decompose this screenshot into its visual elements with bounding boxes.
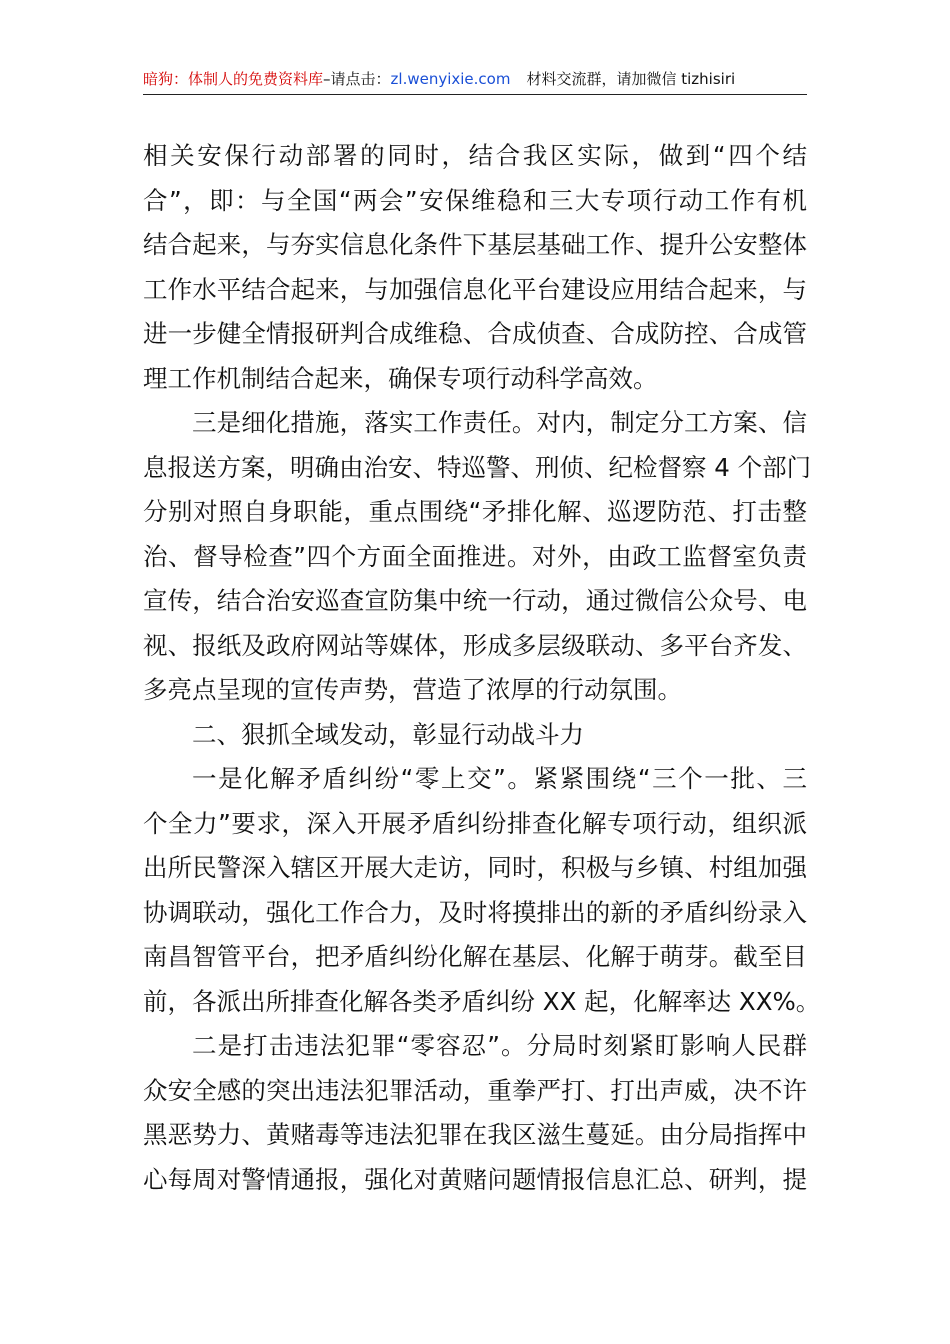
text-line: 息报送方案，明确由治安、特巡警、刑侦、纪检督察 4 个部门 — [143, 452, 812, 482]
text-line: 众安全感的突出违法犯罪活动，重拳严打、打出声威，决不许 — [143, 1075, 807, 1105]
paragraph-start-line: 三是细化措施，落实工作责任。对内，制定分工方案、信 — [192, 408, 807, 437]
header-note: 材料交流群，请加微信 tizhisiri — [526, 70, 736, 88]
text-line: 多亮点呈现的宣传声势，营造了浓厚的行动氛围。 — [143, 675, 682, 704]
text-line: 进一步健全情报研判合成维稳、合成侦查、合成防控、合成管 — [143, 319, 807, 348]
text-line: 相关安保行动部署的同时，结合我区实际，做到“四个结 — [143, 141, 807, 170]
paragraph-start-line: 一是化解矛盾纠纷“零上交”。紧紧围绕“三个一批、三 — [192, 764, 807, 793]
text-line: 宣传，结合治安巡查宣防集中统一行动，通过微信公众号、电 — [143, 586, 807, 615]
text-line: 南昌智管平台，把矛盾纠纷化解在基层、化解于萌芽。截至目 — [143, 942, 807, 971]
document-body — [143, 134, 821, 1202]
header-brand: 暗狗：体制人的免费资料库 — [143, 70, 324, 88]
text-line: 合”，即：与全国“两会”安保维稳和三大专项行动工作有机 — [143, 185, 807, 215]
page-header — [143, 68, 807, 95]
header-link[interactable]: zl.wenyixie.com — [390, 70, 511, 88]
text-line: 视、报纸及政府网站等媒体，形成多层级联动、多平台齐发、 — [143, 630, 807, 660]
text-line: 心每周对警情通报，强化对黄赌问题情报信息汇总、研判，提 — [143, 1164, 807, 1194]
text-line: 协调联动，强化工作合力，及时将摸排出的新的矛盾纠纷录入 — [143, 897, 807, 927]
text-line: 黑恶势力、黄赌毒等违法犯罪在我区滋生蔓延。由分局指挥中 — [143, 1120, 807, 1149]
section-heading: 二、狠抓全域发动，彰显行动战斗力 — [192, 719, 584, 749]
text-line: 治、督导检查”四个方面全面推进。对外，由政工监督室负责 — [143, 541, 807, 571]
header-separator: –请点击： — [323, 70, 391, 88]
text-line: 分别对照自身职能，重点围绕“矛排化解、巡逻防范、打击整 — [143, 497, 807, 526]
paragraph-start-line: 二是打击违法犯罪“零容忍”。分局时刻紧盯影响人民群 — [192, 1031, 807, 1060]
text-line: 个全力”要求，深入开展矛盾纠纷排查化解专项行动，组织派 — [143, 808, 807, 838]
text-line: 结合起来，与夯实信息化条件下基层基础工作、提升公安整体 — [143, 230, 807, 259]
text-line: 工作水平结合起来，与加强信息化平台建设应用结合起来，与 — [143, 274, 807, 304]
text-line: 出所民警深入辖区开展大走访，同时，积极与乡镇、村组加强 — [143, 853, 807, 882]
text-line: 理工作机制结合起来，确保专项行动科学高效。 — [143, 363, 658, 393]
text-line: 前，各派出所排查化解各类矛盾纠纷 XX 起，化解率达 XX%。 — [143, 986, 821, 1016]
